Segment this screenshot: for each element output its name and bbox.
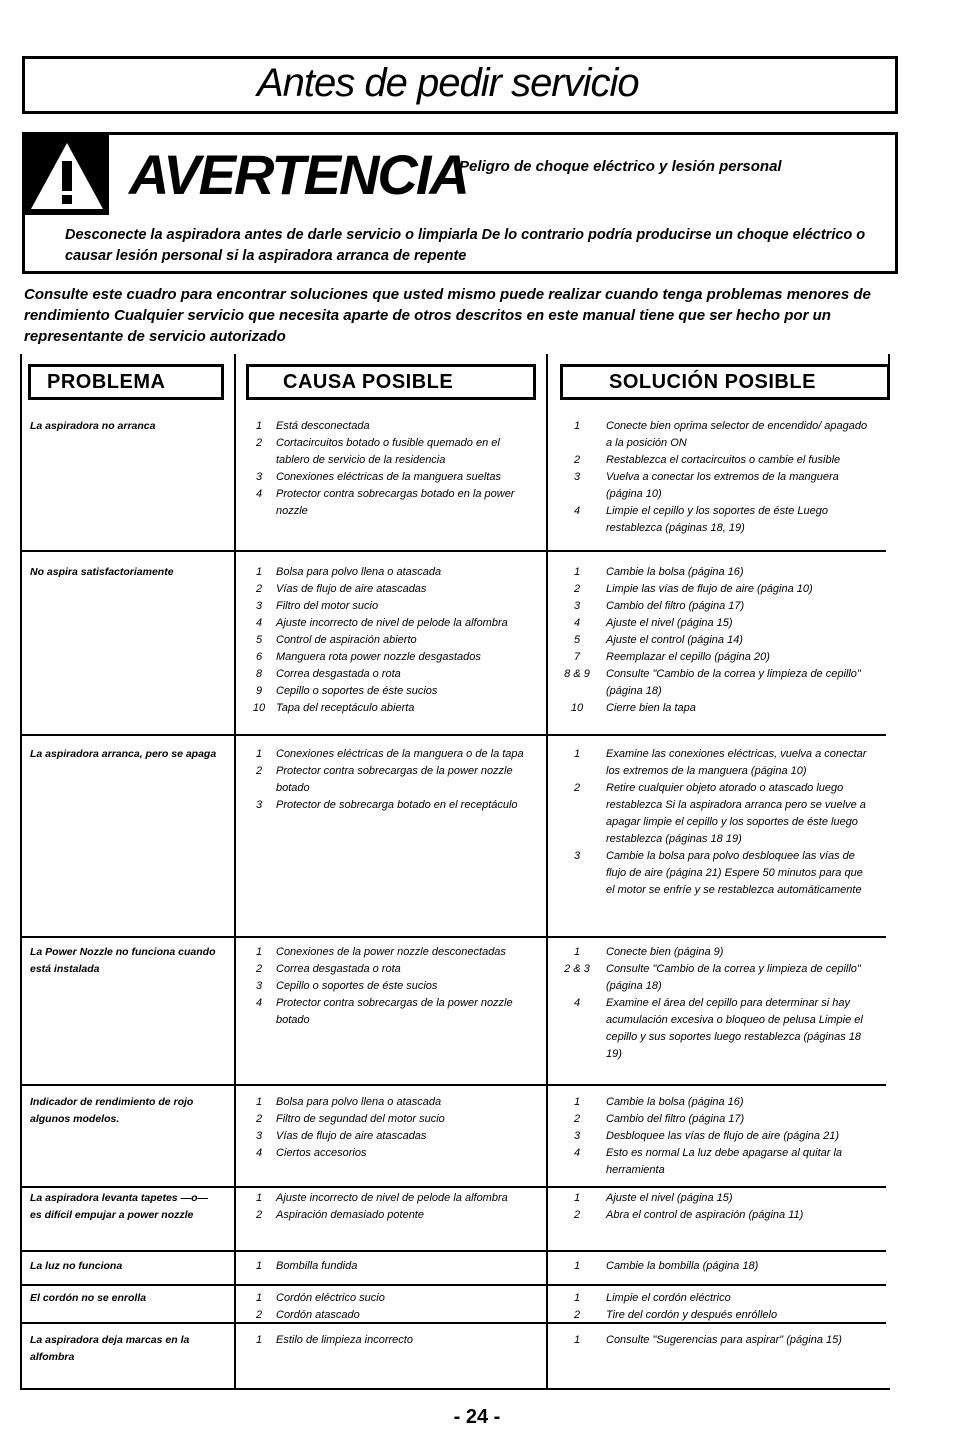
- cause-number: 3: [255, 471, 263, 483]
- solution-number: 3: [573, 1130, 581, 1142]
- cause-number: 1: [255, 1096, 263, 1108]
- cause-text: Está desconectada: [276, 420, 370, 432]
- cause-number: 4: [255, 1147, 263, 1159]
- solution-number: 3: [573, 600, 581, 612]
- cause-text: Ciertos accesorios: [276, 1147, 367, 1159]
- solution-number: 10: [570, 702, 584, 714]
- cause-number: 3: [255, 600, 263, 612]
- solution-text: Cambie la bolsa (página 16): [606, 566, 744, 578]
- cause-text: Correa desgastada o rota: [276, 963, 401, 975]
- solution-text: Examine las conexiones eléctricas, vuelva a conectar los extremos de la manguera (página 10): [606, 748, 867, 777]
- solution-number: 4: [573, 617, 581, 629]
- cause-number: 1: [255, 1260, 263, 1272]
- cause-text: Tapa del receptáculo abierta: [276, 702, 415, 714]
- problem-cell: La luz no funciona: [30, 1260, 123, 1272]
- cause-text: Protector contra sobrecargas botado en la power nozzle: [276, 488, 515, 517]
- problem-cell: La Power Nozzle no funciona cuando está instalada: [30, 946, 216, 975]
- solution-text: Retire cualquier objeto atorado o atascado luego restablezca Si la aspiradora arranca pero se vuelve a apagar limpie el cepillo y los soportes de éste luego restablezca (páginas 18 19): [606, 782, 866, 845]
- solution-text: Desbloquee las vías de flujo de aire (página 21): [606, 1130, 839, 1142]
- cause-text: Protector contra sobrecargas de la power nozzle botado: [276, 765, 513, 794]
- cause-number: 1: [255, 566, 263, 578]
- solution-text: Ajuste el nivel (página 15): [606, 1192, 733, 1204]
- cause-number: 2: [255, 1209, 263, 1221]
- cause-text: Cepillo o soportes de éste sucios: [276, 980, 438, 992]
- solution-text: Cambio del filtro (página 17): [606, 600, 745, 612]
- cause-text: Conexiones eléctricas de la manguera o de la tapa: [276, 748, 524, 760]
- cause-text: Aspiración demasiado potente: [276, 1209, 424, 1221]
- cause-number: 10: [252, 702, 266, 714]
- cause-number: 2: [255, 1113, 263, 1125]
- cause-text: Conexiones eléctricas de la manguera sueltas: [276, 471, 502, 483]
- solution-text: Examine el área del cepillo para determinar si hay acumulación excesiva o bloqueo de pelusa Limpie el cepillo y sus soportes luego restablezca (páginas 18 19): [606, 997, 863, 1060]
- cause-text: Vías de flujo de aire atascadas: [276, 583, 427, 595]
- cause-number: 4: [255, 997, 263, 1009]
- solution-text: Conecte bien oprima selector de encendido/ apagado a la posición ON: [606, 420, 868, 449]
- solution-number: 1: [573, 1260, 581, 1272]
- cause-text: Bombilla fundida: [276, 1260, 358, 1272]
- solution-number: 2: [573, 454, 581, 466]
- cause-text: Vías de flujo de aire atascadas: [276, 1130, 427, 1142]
- header-cause: CAUSA POSIBLE: [246, 364, 536, 400]
- solution-text: Ajuste el nivel (página 15): [606, 617, 733, 629]
- solution-text: Consulte "Sugerencias para aspirar" (página 15): [606, 1334, 842, 1346]
- solution-number: 2 & 3: [564, 963, 590, 975]
- cause-text: Bolsa para polvo llena o atascada: [276, 1096, 442, 1108]
- cause-number: 2: [255, 1309, 263, 1321]
- cause-number: 6: [255, 651, 263, 663]
- solution-text: Limpie el cordón eléctrico: [606, 1292, 731, 1304]
- problem-cell: No aspira satisfactoriamente: [30, 566, 174, 578]
- cause-text: Ajuste incorrecto de nivel de pelode la alfombra: [276, 1192, 508, 1204]
- cause-text: Cordón atascado: [276, 1309, 360, 1321]
- solution-number: 1: [573, 420, 581, 432]
- header-problem: PROBLEMA: [28, 364, 224, 400]
- cause-number: 8: [255, 668, 263, 680]
- solution-number: 7: [573, 651, 581, 663]
- cause-number: 3: [255, 799, 263, 811]
- problem-cell: La aspiradora no arranca: [30, 420, 156, 432]
- solution-text: Restablezca el cortacircuitos o cambie el fusible: [606, 454, 841, 466]
- cause-number: 2: [255, 583, 263, 595]
- solution-text: Conecte bien (página 9): [606, 946, 724, 958]
- solution-text: Reemplazar el cepillo (página 20): [606, 651, 770, 663]
- cause-number: 1: [255, 1334, 263, 1346]
- cause-text: Control de aspiración abierto: [276, 634, 417, 646]
- row-divider: [20, 1084, 886, 1086]
- solution-number: 2: [573, 1209, 581, 1221]
- row-divider: [20, 936, 886, 938]
- cause-number: 2: [255, 963, 263, 975]
- solution-number: 3: [573, 471, 581, 483]
- solution-number: 1: [573, 946, 581, 958]
- cause-number: 1: [255, 420, 263, 432]
- solution-text: Consulte "Cambio de la correa y limpieza de cepillo" (página 18): [606, 668, 861, 697]
- cause-number: 3: [255, 1130, 263, 1142]
- warning-heading: AVERTENCIA: [129, 143, 468, 206]
- row-divider: [20, 734, 886, 736]
- solution-text: Vuelva a conectar los extremos de la manguera (página 10): [606, 471, 839, 500]
- warning-box: [22, 132, 898, 274]
- cause-text: Filtro de segundad del motor sucio: [276, 1113, 445, 1125]
- problem-cell: La aspiradora deja marcas en la alfombra: [30, 1334, 190, 1363]
- cause-number: 5: [255, 634, 263, 646]
- header-solution: SOLUCIÓN POSIBLE: [560, 364, 890, 400]
- solution-text: Ajuste el control (página 14): [606, 634, 743, 646]
- intro-text: Consulte este cuadro para encontrar soluciones que usted mismo puede realizar cuando tenga problemas menores de rendimiento Cualquier servicio que necesita aparte de otros descritos en este manual tiene que ser hecho por un representante de servicio autorizado: [24, 286, 871, 345]
- page-number: - 24 -: [453, 1406, 501, 1428]
- column-divider: [546, 354, 548, 1390]
- cause-number: 2: [255, 765, 263, 777]
- row-divider: [20, 1322, 886, 1324]
- solution-text: Cierre bien la tapa: [606, 702, 696, 714]
- cause-text: Cepillo o soportes de éste sucios: [276, 685, 438, 697]
- row-divider: [20, 1186, 886, 1188]
- cause-text: Correa desgastada o rota: [276, 668, 401, 680]
- solution-number: 1: [573, 1292, 581, 1304]
- solution-text: Abra el control de aspiración (página 11): [606, 1209, 804, 1221]
- warning-triangle-icon: [25, 135, 109, 215]
- problem-cell: La aspiradora levanta tapetes —o— es difícil empujar a power nozzle: [30, 1192, 208, 1221]
- cause-text: Protector de sobrecarga botado en el receptáculo: [276, 799, 518, 811]
- solution-text: Cambie la bombilla (página 18): [606, 1260, 759, 1272]
- solution-number: 4: [573, 997, 581, 1009]
- solution-number: 3: [573, 850, 581, 862]
- cause-number: 1: [255, 748, 263, 760]
- solution-text: Consulte "Cambio de la correa y limpieza de cepillo" (página 18): [606, 963, 861, 992]
- solution-number: 4: [573, 1147, 581, 1159]
- solution-text: Limpie las vías de flujo de aire (página 10): [606, 583, 813, 595]
- warning-body: Desconecte la aspiradora antes de darle servicio o limpiarla De lo contrario podría producirse un choque eléctrico o causar lesión personal si la aspiradora arranca de repente: [65, 227, 866, 264]
- solution-number: 1: [573, 1096, 581, 1108]
- solution-number: 8 & 9: [564, 668, 590, 680]
- solution-text: Cambie la bolsa para polvo desbloquee las vías de flujo de aire (página 21) Espere 50 minutos para que el motor se enfríe y se restablezca automáticamente: [606, 850, 863, 896]
- cause-number: 4: [255, 617, 263, 629]
- cause-number: 4: [255, 488, 263, 500]
- solution-text: Esto es normal La luz debe apagarse al quitar la herramienta: [606, 1147, 843, 1176]
- problem-cell: El cordón no se enrolla: [30, 1292, 147, 1304]
- problem-cell: La aspiradora arranca, pero se apaga: [30, 748, 217, 760]
- cause-number: 1: [255, 1292, 263, 1304]
- solution-number: 1: [573, 566, 581, 578]
- solution-number: 2: [573, 782, 581, 794]
- solution-number: 1: [573, 1192, 581, 1204]
- row-divider: [20, 1284, 886, 1286]
- solution-text: Cambie la bolsa (página 16): [606, 1096, 744, 1108]
- solution-number: 1: [573, 1334, 581, 1346]
- solution-number: 1: [573, 748, 581, 760]
- cause-text: Cortacircuitos botado o fusible quemado en el tablero de servicio de la residencia: [276, 437, 500, 466]
- solution-number: 5: [573, 634, 581, 646]
- row-divider: [20, 550, 886, 552]
- cause-text: Bolsa para polvo llena o atascada: [276, 566, 442, 578]
- cause-number: 2: [255, 437, 263, 449]
- cause-text: Ajuste incorrecto de nivel de pelode la alfombra: [276, 617, 508, 629]
- cause-text: Conexiones de la power nozzle desconectadas: [276, 946, 506, 958]
- solution-number: 2: [573, 1309, 581, 1321]
- solution-text: Limpie el cepillo y los soportes de éste Luego restablezca (páginas 18, 19): [606, 505, 828, 534]
- solution-number: 4: [573, 505, 581, 517]
- cause-text: Protector contra sobrecargas de la power nozzle botado: [276, 997, 513, 1026]
- cause-number: 3: [255, 980, 263, 992]
- cause-text: Filtro del motor sucio: [276, 600, 379, 612]
- cause-number: 1: [255, 1192, 263, 1204]
- page-title: Antes de pedir servicio: [257, 61, 639, 105]
- warning-subtitle: Peligro de choque eléctrico y lesión personal: [459, 158, 782, 175]
- solution-text: Cambio del filtro (página 17): [606, 1113, 745, 1125]
- cause-text: Estilo de limpieza incorrecto: [276, 1334, 413, 1346]
- solution-number: 2: [573, 1113, 581, 1125]
- troubleshooting-table: [20, 354, 890, 1390]
- title-box: [22, 56, 898, 114]
- column-divider: [234, 354, 236, 1390]
- cause-number: 1: [255, 946, 263, 958]
- solution-text: Tire del cordón y después enróllelo: [606, 1309, 778, 1321]
- solution-number: 2: [573, 583, 581, 595]
- row-divider: [20, 1250, 886, 1252]
- cause-text: Cordón eléctrico sucio: [276, 1292, 385, 1304]
- problem-cell: Indicador de rendimiento de rojo algunos modelos.: [30, 1096, 194, 1125]
- cause-number: 9: [255, 685, 263, 697]
- cause-text: Manguera rota power nozzle desgastados: [276, 651, 481, 663]
